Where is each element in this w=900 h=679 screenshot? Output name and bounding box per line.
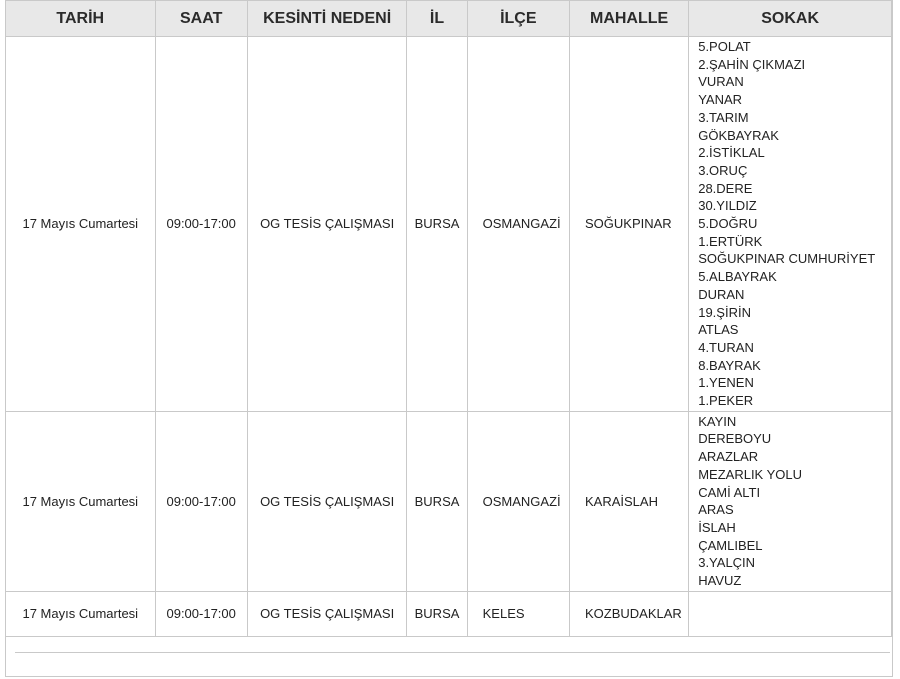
cell-saat: 09:00-17:00	[155, 37, 247, 412]
street-item: VURAN	[698, 74, 744, 90]
outage-table	[5, 0, 892, 637]
cell-tarih: 17 Mayıs Cumartesi	[6, 591, 156, 636]
cell-sokak	[689, 37, 892, 412]
cell-il: BURSA	[407, 411, 467, 591]
street-item: GÖKBAYRAK	[698, 127, 779, 143]
cell-tarih: 17 Mayıs Cumartesi	[6, 411, 156, 591]
cell-mahalle: KARAİSLAH	[569, 411, 688, 591]
header-il: İL	[407, 1, 467, 37]
cell-tarih: 17 Mayıs Cumartesi	[6, 37, 156, 412]
street-item: 3.TARIM	[698, 109, 749, 125]
street-item: CAMİ ALTI	[698, 484, 761, 500]
cell-ilce: OSMANGAZİ	[467, 37, 569, 412]
street-item: İSLAH	[698, 519, 736, 535]
street-item: ARAZLAR	[698, 449, 759, 465]
street-item: 1.ERTÜRK	[698, 233, 763, 249]
street-item: ÇAMLIBEL	[698, 537, 763, 553]
cell-kesinti-nedeni: OG TESİS ÇALIŞMASI	[247, 591, 407, 636]
street-item: SOĞUKPINAR CUMHURİYET	[698, 251, 876, 267]
cell-sokak	[689, 591, 892, 636]
header-ilce: İLÇE	[467, 1, 569, 37]
header-tarih: TARİH	[6, 1, 156, 37]
street-item: KAYIN	[698, 413, 737, 429]
street-item: 5.POLAT	[698, 39, 751, 54]
cell-sokak	[689, 411, 892, 591]
cell-il: BURSA	[407, 591, 467, 636]
table-row	[6, 411, 892, 591]
street-item: DURAN	[698, 286, 745, 302]
table-row	[6, 37, 892, 412]
cell-il: BURSA	[407, 37, 467, 412]
street-item: 8.BAYRAK	[698, 357, 761, 373]
street-item: 2.İSTİKLAL	[698, 145, 765, 161]
street-item: HAVUZ	[698, 573, 742, 589]
street-item: 19.ŞİRİN	[698, 304, 751, 320]
street-item: 3.YALÇIN	[698, 555, 756, 571]
table-header-row	[6, 1, 892, 37]
cell-kesinti-nedeni: OG TESİS ÇALIŞMASI	[247, 411, 407, 591]
street-item: 1.PEKER	[698, 393, 754, 409]
street-item: 30.YILDIZ	[698, 198, 757, 214]
street-item: YANAR	[698, 92, 743, 108]
cell-saat: 09:00-17:00	[155, 411, 247, 591]
cell-kesinti-nedeni: OG TESİS ÇALIŞMASI	[247, 37, 407, 412]
street-item: ATLAS	[698, 322, 739, 338]
street-item: 5.ALBAYRAK	[698, 269, 777, 285]
street-item: MEZARLIK YOLU	[698, 466, 803, 482]
street-item: 1.YENEN	[698, 375, 754, 391]
street-item: ARAS	[698, 502, 734, 518]
table-row	[6, 591, 892, 636]
cell-mahalle: KOZBUDAKLAR	[569, 591, 688, 636]
divider-line	[15, 652, 890, 653]
header-sokak: SOKAK	[689, 1, 892, 37]
cell-ilce: KELES	[467, 591, 569, 636]
street-item: 2.ŞAHİN ÇIKMAZI	[698, 56, 806, 72]
street-item: 5.DOĞRU	[698, 216, 758, 232]
street-item: 4.TURAN	[698, 339, 754, 355]
cell-mahalle: SOĞUKPINAR	[569, 37, 688, 412]
cell-saat: 09:00-17:00	[155, 591, 247, 636]
street-item: DEREBOYU	[698, 431, 772, 447]
header-mahalle: MAHALLE	[569, 1, 688, 37]
street-item: 3.ORUÇ	[698, 162, 748, 178]
street-item: 28.DERE	[698, 180, 753, 196]
header-kesinti-nedeni: KESİNTİ NEDENİ	[247, 1, 407, 37]
cell-ilce: OSMANGAZİ	[467, 411, 569, 591]
header-saat: SAAT	[155, 1, 247, 37]
